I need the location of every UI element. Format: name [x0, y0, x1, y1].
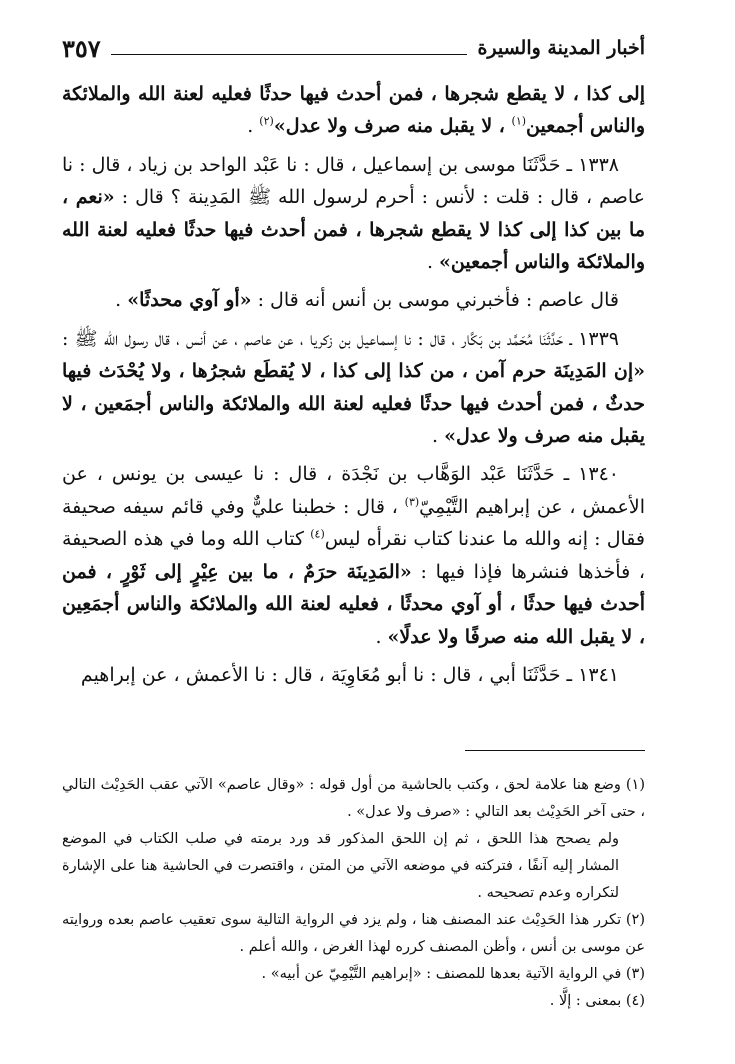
page-number: ٣٥٧ — [62, 33, 101, 63]
isnad-text: كتاب الله وما في هذه الصحيفة ، فأخذها فنشرها فإذا فيها : — [62, 528, 646, 583]
footnote-separator — [465, 750, 645, 751]
paragraph-asim — [62, 284, 645, 316]
paragraph-continuation — [62, 78, 645, 143]
isnad-text: حَدَّثَنَا عَبْد الوَهَّاب بن نَجْدَة ، قال : نا عيسى بن يونس ، عن الأعمش ، عن إبراهيم التَّيْمِيّ — [62, 463, 645, 518]
punctuation: . — [247, 115, 260, 138]
footnote-marker: (٤) — [310, 527, 325, 541]
running-header — [62, 28, 645, 68]
punctuation: . — [115, 289, 128, 312]
footnote-2: (٢) تكرر هذا الحَدِيْث عند المصنف هنا ، ولم يزد في الرواية التالية سوى تعقيب عاصم بعده وروايته عن موسى بن أنس ، وأظن المصنف كرره لهذا الغرض ، والله أعلم . — [62, 912, 645, 955]
header-rule — [111, 54, 468, 55]
footnote-1-continued: ولم يصحح هذا اللحق ، ثم إن اللحق المذكور قد ورد برمته في صلب الكتاب في الموضع المشار إليه آنفًا ، فتركته في موضعه الآتي من المتن ، واقتصرت في الحاشية هنا على الإشارة لتكراره وعدم تصحيحه . — [62, 831, 619, 901]
footnote-1: (١) وضع هنا علامة لحق ، وكتب بالحاشية من أول قوله : «وقال عاصم» الآتي عقب الحَدِيْث التالي ، حتى آخر الحَدِيْث بعد التالي : «صرف ولا عدل» . — [62, 777, 645, 820]
footnote-marker: (٢) — [259, 115, 274, 129]
running-title: أخبار المدينة والسيرة — [477, 37, 645, 59]
footnote-marker: (١) — [511, 115, 527, 129]
hadith-text: «إن المَدِينَة حرم آمن ، من كذا إلى كذا ، لا يُقطَع شجرُها ، ولا يُحْدَث فيها حدثٌ ، فمن أحدث فيها حدثًا فعليه لعنة الله والملائكة والناس أجمَعين ، لا يقبل منه صرف ولا عدل» — [62, 360, 645, 448]
footnote-marker: (٣) — [404, 495, 420, 509]
hadith-1339 — [62, 323, 645, 453]
hadith-1338 — [62, 149, 645, 279]
footnote-3: (٣) في الرواية الآتية بعدها للمصنف : «إبراهيم التَّيْمِيّ عن أبيه» . — [261, 966, 645, 982]
isnad-text: حَدَّثَنَا أبي ، قال : نا أبو مُعَاوِيَة ، قال : نا الأعمش ، عن إبراهيم — [80, 663, 561, 686]
hadith-text: ، لا يقبل منه صرف ولا عدل» — [273, 115, 512, 138]
hadith-number: ١٣٤٠ ـ — [554, 463, 619, 486]
isnad-text: ، قال : خطبنا عليٌّ وفي قائم سيفه صحيفة فقال : إنه والله ما عندنا كتاب نقرأه ليس — [62, 495, 645, 551]
punctuation: . — [432, 425, 445, 448]
footnotes — [62, 772, 645, 1015]
hadith-number: ١٣٤١ ـ — [560, 663, 619, 686]
hadith-1340 — [62, 458, 645, 652]
hadith-text: «نعم ، ما بين كذا إلى كذا لا يقطع شجرها ، فمن أحدث فيها حدثًا فعليه لعنة الله والملائكة والناس أجمعين» — [62, 186, 645, 274]
main-text — [62, 78, 645, 697]
isnad-text: حَدَّثَنَا مُحَمَّد بن بَكَّار ، قال : نا إسماعيل بن زكريا ، عن عاصم ، عن أنس ، قال رسول الله ﷺ : — [62, 327, 564, 350]
hadith-text: «أو آوي محدثًا» — [127, 289, 252, 312]
hadith-number: ١٣٣٨ ـ — [560, 153, 619, 176]
footnote-4: (٤) بمعنى : إلَّا . — [549, 993, 645, 1009]
hadith-number: ١٣٣٩ ـ — [563, 327, 619, 350]
isnad-text: قال عاصم : فأخبرني موسى بن أنس أنه قال : — [251, 289, 619, 312]
hadith-text: إلى كذا ، لا يقطع شجرها ، فمن أحدث فيها حدثًا فعليه لعنة الله والملائكة والناس أجمعين — [62, 83, 645, 138]
punctuation: . — [426, 251, 440, 274]
punctuation: . — [375, 625, 388, 648]
hadith-1341 — [62, 659, 645, 691]
hadith-text: «المَدِينَة حرَمٌ ، ما بين عِيْرٍ إلى ثَوْرٍ ، فمن أحدث فيها حدثًا ، أو آوي محدثًا ، فعليه لعنة الله والملائكة والناس أجمَعِين ، لا يقبل الله منه صرفًا ولا عدلًا» — [62, 560, 645, 648]
isnad-text: حَدَّثَنَا موسى بن إسماعيل ، قال : نا عَبْد الواحد بن زياد ، قال : نا عاصم ، قال : قلت : لأنس : أحرم لرسول الله ﷺ المَدِينة ؟ قال : — [62, 153, 645, 209]
